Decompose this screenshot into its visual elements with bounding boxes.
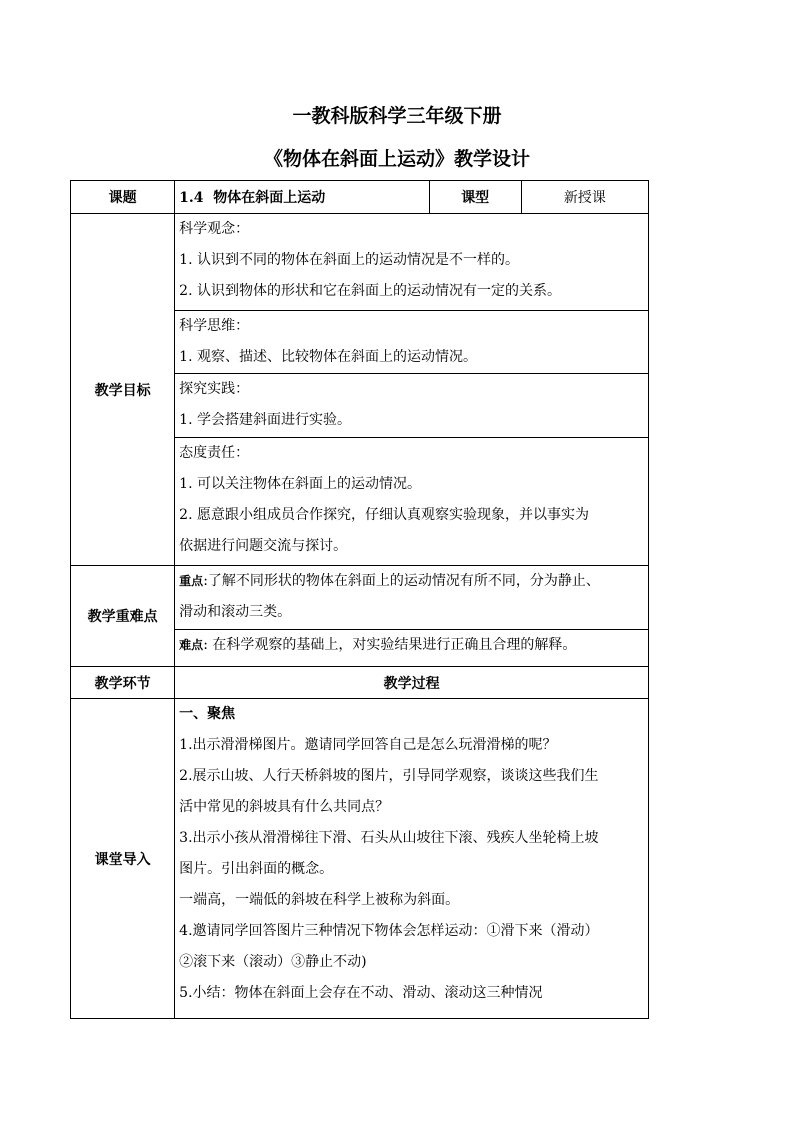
topic-row: [71, 181, 649, 214]
key-point-line: [175, 566, 648, 597]
key-point-line: 滑动和滚动三类。: [179, 604, 292, 620]
process-header-row: [71, 667, 649, 699]
objective-heading: 探究实践：: [179, 381, 250, 397]
type-value: 新授课: [521, 181, 648, 214]
stage-header: 教学环节: [71, 667, 175, 699]
topic-label: 课题: [71, 181, 175, 214]
intro-line: 5.小结：物体在斜面上会存在不动、滑动、滚动这三种情况: [179, 985, 543, 1001]
intro-line: ②滚下来（滚动）③静止不动): [179, 954, 367, 970]
intro-line: 1.出示滑滑梯图片。邀请同学回答自己是怎么玩滑滑梯的呢？: [179, 737, 557, 753]
lesson-plan-table: [70, 180, 649, 1019]
objective-section: [175, 374, 649, 438]
objectives-row: [71, 214, 649, 311]
process-header: 教学过程: [175, 667, 649, 699]
objective-item: 1. 可以关注物体在斜面上的运动情况。: [179, 476, 421, 492]
intro-content: [175, 699, 649, 1019]
intro-line: 活中常见的斜坡具有什么共同点？: [179, 799, 390, 815]
difficult-point-line: [175, 630, 648, 661]
objective-item: 1. 观察、描述、比较物体在斜面上的运动情况。: [179, 349, 477, 365]
intro-heading: 一、聚焦: [179, 706, 236, 722]
lesson-title-cell: [175, 181, 429, 214]
objective-section: [175, 214, 649, 311]
difficult-point-label: 难点: [179, 638, 204, 652]
key-points-label: 教学重难点: [71, 566, 175, 667]
objective-section: [175, 311, 649, 374]
key-points-row: [71, 566, 649, 630]
difficult-point-cell: [175, 630, 649, 667]
intro-line: 一端高，一端低的斜坡在科学上被称为斜面。: [179, 892, 460, 908]
document-title: 一教科版科学三年级下册: [292, 105, 502, 127]
objective-item: 2. 愿意跟小组成员合作探究，仔细认真观察实验现象，并以事实为: [179, 507, 589, 523]
lesson-number: 1.4: [179, 190, 204, 206]
intro-row: [71, 699, 649, 1019]
intro-line: 4.邀请同学回答图片三种情况下物体会怎样运动：①滑下来（滑动）: [179, 923, 599, 939]
objective-item: 2. 认识到物体的形状和它在斜面上的运动情况有一定的关系。: [179, 283, 561, 299]
difficult-point-text: : 在科学观察的基础上，对实验结果进行正确且合理的解释。: [203, 637, 577, 653]
intro-line: 3.出示小孩从滑滑梯往下滑、石头从山坡往下滚、残疾人坐轮椅上坡: [179, 830, 599, 846]
intro-label: 课堂导入: [71, 699, 175, 1019]
key-point-cell: [175, 566, 649, 630]
type-label: 课型: [429, 181, 521, 214]
document-subtitle: 《物体在斜面上运动》教学设计: [263, 148, 530, 170]
objective-item: 1. 学会搭建斜面进行实验。: [179, 412, 351, 428]
objective-item: 依据进行问题交流与探讨。: [179, 538, 348, 554]
key-point-text: :了解不同形状的物体在斜面上的运动情况有所不同，分为静止、: [203, 573, 600, 589]
lesson-name: 物体在斜面上运动: [213, 190, 326, 206]
objective-section: [175, 438, 649, 566]
objective-heading: 科学思维：: [179, 318, 250, 334]
objective-item: 1. 认识到不同的物体在斜面上的运动情况是不一样的。: [179, 252, 519, 268]
key-point-label: 重点: [179, 574, 204, 588]
intro-line: 2.展示山坡、人行天桥斜坡的图片，引导同学观察，谈谈这些我们生: [179, 768, 599, 784]
intro-line: 图片。引出斜面的概念。: [179, 861, 334, 877]
objective-heading: 科学观念：: [179, 221, 250, 237]
objectives-label: 教学目标: [71, 214, 175, 566]
objective-heading: 态度责任：: [179, 445, 250, 461]
